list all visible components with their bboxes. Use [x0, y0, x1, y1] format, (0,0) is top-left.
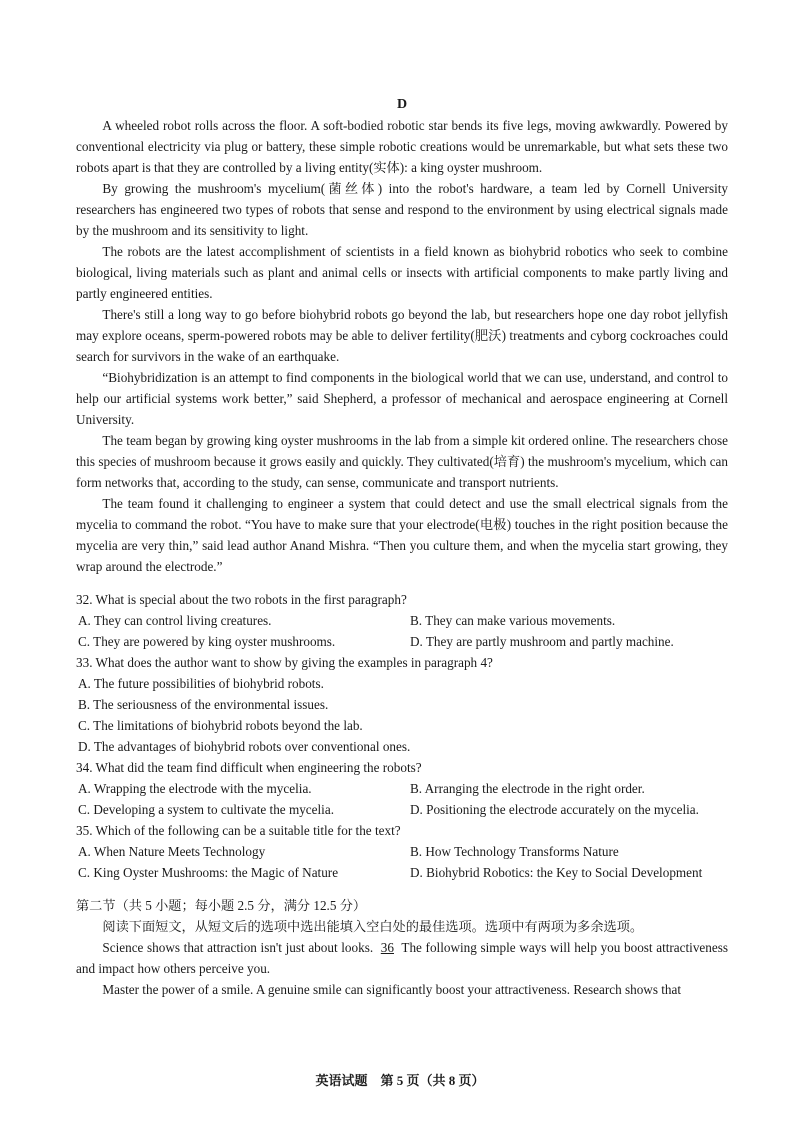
option-b: B. They can make various movements.: [410, 613, 616, 628]
option-b: B. Arranging the electrode in the right order.: [410, 781, 645, 796]
option-a: A. The future possibilities of biohybrid robots.: [78, 676, 324, 691]
passage-paragraph-1: A wheeled robot rolls across the floor. A soft-bodied robotic star bends its five legs, moving awkwardly. Powered by conventional electricity via plug or battery, these simple robotic creations would be unremarkable, but what sets these two robots apart is that they are controlled by a living entity(实体): a king oyster mushroom.: [76, 118, 728, 175]
option-c: C. The limitations of biohybrid robots beyond the lab.: [78, 718, 363, 733]
option-a: A. Wrapping the electrode with the mycelia.: [78, 781, 312, 796]
passage-paragraph-2: By growing the mushroom's mycelium(菌丝体) into the robot's hardware, a team led by Cornell University researchers has engineered two types of robots that sense and respond to the environment by using electrical signals made by the mushroom and its sensitivity to light.: [76, 181, 728, 238]
part-two-instruction: 阅读下面短文，从短文后的选项中选出能填入空白处的最佳选项。选项中有两项为多余选项。: [102, 919, 644, 934]
option-d: D. The advantages of biohybrid robots over conventional ones.: [78, 739, 411, 754]
page-footer: 英语试题 第 5 页（共 8 页）: [315, 1073, 485, 1088]
question-34: [76, 757, 728, 820]
option-d: D. Positioning the electrode accurately on the mycelia.: [410, 802, 699, 817]
passage-paragraph-5: “Biohybridization is an attempt to find components in the biological world that we can use, understand, and control to help our artificial systems work better,” said Shepherd, a professor of mechanical and aerospace engineering at Cornell University.: [76, 370, 728, 427]
paragraph-text-after-blank: The following simple ways will help you boost attractiveness and impact how others perceive you.: [76, 940, 728, 976]
option-d: D. Biohybrid Robotics: the Key to Social Development: [410, 865, 703, 880]
passage-paragraph-6: The team began by growing king oyster mushrooms in the lab from a simple kit ordered online. The researchers chose this species of mushroom because it grows easily and quickly. They cultivated(培育) the mushroom's mycelium, which can form networks that, according to the study, can sense, communicate and transport nutrients.: [76, 433, 728, 490]
part-two-title: 第二节（共 5 小题；每小题 2.5 分，满分 12.5 分）: [76, 898, 367, 913]
option-a: A. When Nature Meets Technology: [78, 844, 266, 859]
passage-paragraph-3: The robots are the latest accomplishment of scientists in a field known as biohybrid robotics who seek to combine biological, living materials such as plant and animal cells or insects with artificial components to make partly living and partly engineered entities.: [76, 244, 728, 301]
exam-page: [76, 94, 728, 1000]
part-two-paragraph-2: Master the power of a smile. A genuine smile can significantly boost your attractiveness. Research shows that: [102, 982, 682, 997]
part-two-paragraph-1: [76, 937, 728, 979]
blank-36: 36: [380, 940, 394, 955]
option-a: A. They can control living creatures.: [78, 613, 272, 628]
question-stem: 34. What did the team find difficult when engineering the robots?: [76, 760, 422, 775]
question-33: [76, 652, 728, 757]
question-32: [76, 589, 728, 652]
question-list: [76, 589, 728, 883]
option-grid: [76, 610, 728, 652]
option-b: B. How Technology Transforms Nature: [410, 844, 619, 859]
paragraph-text-before-blank: Science shows that attraction isn't just about looks.: [102, 940, 374, 955]
section-heading: D: [396, 97, 408, 112]
option-grid: [76, 841, 728, 883]
option-list: [76, 673, 728, 757]
reading-passage: [76, 115, 728, 577]
option-c: C. They are powered by king oyster mushrooms.: [78, 634, 336, 649]
option-d: D. They are partly mushroom and partly machine.: [410, 634, 674, 649]
option-grid: [76, 778, 728, 820]
question-stem: 33. What does the author want to show by giving the examples in paragraph 4?: [76, 655, 493, 670]
option-c: C. Developing a system to cultivate the mycelia.: [78, 802, 334, 817]
option-b: B. The seriousness of the environmental issues.: [78, 697, 329, 712]
part-two: [76, 895, 728, 1000]
question-stem: 32. What is special about the two robots in the first paragraph?: [76, 592, 407, 607]
option-c: C. King Oyster Mushrooms: the Magic of Nature: [78, 865, 339, 880]
passage-paragraph-7: The team found it challenging to engineer a system that could detect and use the small electrical signals from the mycelia to command the robot. “You have to make sure that your electrode(电极) touches in the right position because the mycelia are very thin,” said lead author Anand Mishra. “Then you culture them, and when the mycelia start growing, they wrap around the electrode.”: [76, 496, 728, 574]
passage-paragraph-4: There's still a long way to go before biohybrid robots go beyond the lab, but researchers hope one day robot jellyfish may explore oceans, sperm-powered robots may be able to deliver fertility(肥沃) treatments and cyborg cockroaches could search for survivors in the wake of an earthquake.: [76, 307, 728, 364]
question-stem: 35. Which of the following can be a suitable title for the text?: [76, 823, 401, 838]
question-35: [76, 820, 728, 883]
